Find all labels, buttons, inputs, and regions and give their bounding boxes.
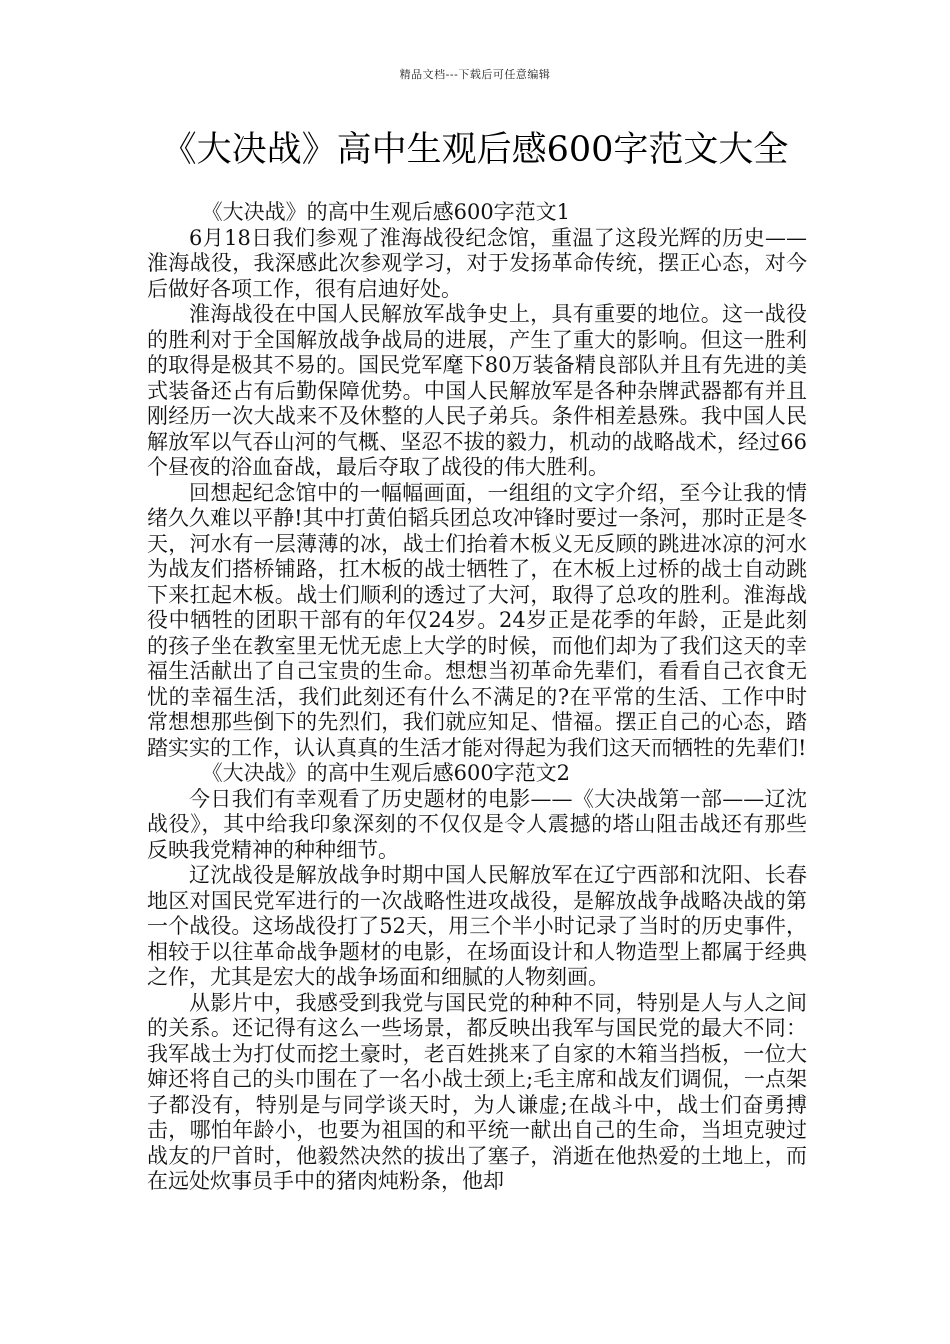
section-heading: 《大决战》的高中生观后感600字范文2	[201, 761, 571, 785]
document-title: 《大决战》高中生观后感600字范文大全	[161, 130, 789, 170]
paragraph: 淮海战役在中国人民解放军战争史上，具有重要的地位。这一战役的胜利对于全国解放战争战局的进展，产生了重大的影响。但这一胜利的取得是极其不易的。国民党军麾下80万装备精良部队并且有先进的美式装备还占有后勤保障优势。中国人民解放军是各种杂牌武器都有并且刚经历一次大战来不及休整的人民子弟兵。条件相差悬殊。我中国人民解放军以气吞山河的气概、坚忍不拔的毅力，机动的战略战术，经过66个昼夜的浴血奋战，最后夺取了战役的伟大胜利。	[147, 302, 807, 479]
paragraph: 从影片中，我感受到我党与国民党的种种不同，特别是人与人之间的关系。还记得有这么一些场景，都反映出我军与国民党的最大不同：我军战士为打仗而挖土豪时，老百姓挑来了自家的木箱当挡板，一位大婶还将自己的头巾围在了一名小战士颈上;毛主席和战友们调侃，一点架子都没有，特别是与同学谈天时，为人谦虚;在战斗中，战士们奋勇搏击，哪怕年龄小，也要为祖国的和平统一献出自己的生命，当坦克驶过战友的尸首时，他毅然决然的拔出了塞子，消逝在他热爱的土地上，而在远处炊事员手中的猪肉炖粉条，他却	[147, 990, 807, 1193]
paragraph: 6月18日我们参观了淮海战役纪念馆，重温了这段光辉的历史——淮海战役，我深感此次参观学习，对于发扬革命传统，摆正心态，对今后做好各项工作，很有启迪好处。	[147, 225, 807, 301]
paragraph: 辽沈战役是解放战争时期中国人民解放军在辽宁西部和沈阳、长春地区对国民党军进行的一次战略性进攻战役，是解放战争战略决战的第一个战役。这场战役打了52天，用三个半小时记录了当时的历史事件，相较于以往革命战争题材的电影，在场面设计和人物造型上都属于经典之作，尤其是宏大的战争场面和细腻的人物刻画。	[147, 863, 807, 989]
page-header: 精品文档---下载后可任意编辑	[399, 68, 551, 81]
paragraph: 回想起纪念馆中的一幅幅画面，一组组的文字介绍，至今让我的情绪久久难以平静!其中打黄伯韬兵团总攻冲锋时要过一条河，那时正是冬天，河水有一层薄薄的冰，战士们抬着木板义无反顾的跳进冰凉的河水为战友们搭桥铺路，扛木板的战士牺牲了，在木板上过桥的战士自动跳下来扛起木板。战士们顺利的透过了大河，取得了总攻的胜利。淮海战役中牺牲的团职干部有的年仅24岁。24岁正是花季的年龄，正是此刻的孩子坐在教室里无忧无虑上大学的时候，而他们却为了我们这天的幸福生活献出了自己宝贵的生命。想想当初革命先辈们，看看自己衣食无忧的幸福生活，我们此刻还有什么不满足的?在平常的生活、工作中时常想想那些倒下的先烈们，我们就应知足、惜福。摆正自己的心态，踏踏实实的工作，认认真真的生活才能对得起为我们这天而牺牲的先辈们!	[147, 480, 807, 760]
section-heading: 《大决战》的高中生观后感600字范文1	[201, 200, 571, 224]
document-body	[147, 200, 807, 1195]
paragraph: 今日我们有幸观看了历史题材的电影——《大决战第一部——辽沈战役》，其中给我印象深刻的不仅仅是令人震撼的塔山阻击战还有那些反映我党精神的种种细节。	[147, 786, 807, 862]
